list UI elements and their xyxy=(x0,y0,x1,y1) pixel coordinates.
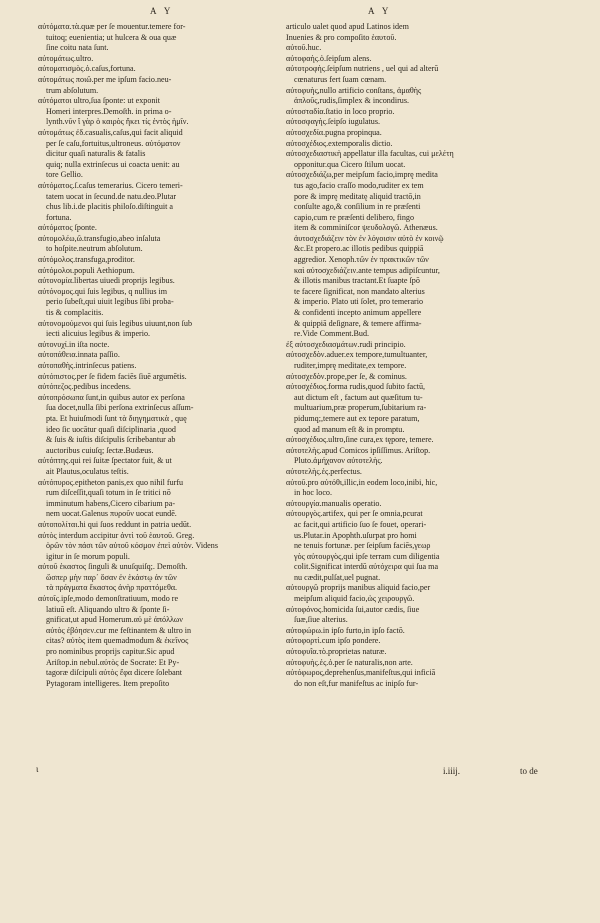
text-line: Ariſtop.in nebul.αὐτὸς de Socrate: Et Py- xyxy=(46,657,180,667)
text-line: opponitur.qua Cicero ſtilum uocat. xyxy=(294,159,406,169)
text-line: * per ſe caſu,fortuitus,ultroneus. αὐτόματον xyxy=(38,139,278,150)
text-line: colit.Significat interdū αὐτόχειρα qui ſua ma xyxy=(294,562,439,572)
text-line: τὰ πράγματα ἔκαστος ἀνὴρ πραττόμεθα. xyxy=(46,583,178,593)
text-line: αὐτοφορτὶ.cum ipſo pondere. xyxy=(286,636,381,646)
text-line: αὐτομολέω,ῶ.transfugio,abeo inſaluta xyxy=(38,233,161,243)
text-line: αὐτοτελὴς.apud Comicos ipſiſſimus. Ariſtop. xyxy=(286,445,431,455)
text-line: αὐτόματος ſponte. xyxy=(38,223,97,233)
text-line: καὶ αὐτοσχεδιάζειν.ante tempus adipiſcuntur, xyxy=(294,265,440,275)
text-line: ruditer,imprę meditate,ex tempore. xyxy=(294,361,407,370)
text-line: αὐτοματισμὸς.ὁ.caſus,fortuna. xyxy=(38,64,136,74)
catchword: to de xyxy=(520,766,538,776)
text-line: αὐτονομία.libertas uiuedi proprijs legibus. xyxy=(38,276,175,286)
text-line: igitur in ſe morum populi. xyxy=(46,551,130,561)
text-line: * αὐτοφυὴς,nullo artificio conſtans, ἀμαθὴς xyxy=(286,86,554,97)
text-line: ne tenuis fortunæ. per ſeipſum faciēs,γεωρ xyxy=(294,541,431,551)
text-line: quiq; nulla extrinſecus ui coacta uenit: au xyxy=(46,159,180,169)
text-line: αὐτοτελὴς.ἐς.perfectus. xyxy=(286,466,362,476)
text-line: αὐτοφόνος.homicida ſui,autor cædis, ſiue xyxy=(286,604,420,614)
text-line: multuarium,præ properum,ſubitarium ra- xyxy=(294,403,427,413)
text-line: * αὐτοπρόσωπα ſunt,in quibus autor ex perſona xyxy=(38,393,278,404)
text-line: pore & imprę meditatę aliquid tractō,in xyxy=(294,191,421,201)
text-line: αὐτομάτως.ultro. xyxy=(38,53,94,63)
text-line: αὐτόπεζος.pedibus incedens. xyxy=(38,382,131,392)
text-line: αὐτοσχέδιος.ultro,ſine cura,ex tępore, temere. xyxy=(286,435,434,445)
text-line: lynth.νῦν ἵ γὰρ ὁ καιρὸς ἥκει τίς ἐντὸς ἡμῖν. xyxy=(46,117,189,127)
text-line: dicitur quaſi naturalis & fatalis xyxy=(46,149,146,159)
text-line: ſuæ,ſiue alterius. xyxy=(294,615,348,625)
text-line: nem uocat.Galenus πυροῦν uocat eundē. xyxy=(46,509,177,519)
text-line: aut dictum eſt , factum aut quæſitum tu- xyxy=(294,392,423,402)
text-line: capio,cum re præſenti delibero, fingo xyxy=(294,212,415,222)
margin-mark: ι xyxy=(36,764,39,774)
text-line: te facere ſignificat, non mandato alterius xyxy=(294,286,425,296)
right-column xyxy=(286,22,554,689)
text-line: do non eſt,fur manifeſtus ac inipſo fur- xyxy=(294,678,419,688)
text-line: αὐτόμολοι.populi Aethiopum. xyxy=(38,265,135,275)
text-line: & confidenti incepto animum appellere xyxy=(294,308,422,318)
text-line: αὐτοῦ.huc. xyxy=(286,43,322,53)
text-line: * αὐτοσχεδὸν.aduer.ex tempore,tumultuanter, xyxy=(286,350,554,361)
text-line: & ſuis & iuſtis diſcipulis ſcribebantur ab xyxy=(46,435,176,445)
left-column xyxy=(38,22,278,689)
text-line: in hoc loco. xyxy=(294,488,332,498)
text-line: cœnaturus fert ſuam cœnam. xyxy=(294,74,387,84)
text-line: * αὐτοσχέδιος.extemporalis dictio. xyxy=(286,139,554,150)
text-line: * αὐτοῦ ἑκαστος ſinguli & unuſquiſq;. Demoſth. xyxy=(38,562,278,573)
text-line: & illotis manibus tractant.Et ſuapte ſpō xyxy=(294,276,420,286)
text-line: pta. Et huiuſmodi ſunt τὰ διηγηματικὰ , quę xyxy=(46,413,187,423)
text-line: * imminutum habens,Cicero cibarium pa- xyxy=(38,499,278,510)
text-line: Homeri interpres.Demoſth. in prima o- xyxy=(46,106,172,116)
text-line: * αὐτουργὸς.artifex, qui per ſe omnia,pcurat xyxy=(286,509,554,520)
text-line: αὐτοῖς.ipſe,modo demonſtratiuum, modo re xyxy=(38,594,179,604)
text-line: αὐτοσχεδία.pugna propinqua. xyxy=(286,127,382,137)
text-line: meipſum aliquid facio,ὡς χειρουργῶ. xyxy=(294,594,415,604)
text-line: tore Gellio. xyxy=(46,170,83,180)
text-line: perio ſubeſt,qui uiuit legibus ſibi proba- xyxy=(46,297,174,307)
text-line: iecti alicuius legibus & imperio. xyxy=(46,329,151,339)
text-line: tuitoq; euenientia; ut hulcera & oua quæ xyxy=(46,32,177,42)
text-line: * ἐξ αὐτοσχεδιασμάτων.rudi principio. xyxy=(286,340,554,351)
running-head-right: A Y xyxy=(368,6,392,16)
text-line: auctoribus cuiuſq; ſectæ.Budæus. xyxy=(46,445,154,455)
text-line: αὐτόπτης.qui rei ſuitæ ſpectator fuit, & ut xyxy=(38,456,172,466)
text-line: trum abſolutum. xyxy=(46,85,99,95)
text-line: * αὐτόνομος.qui ſuis legibus, q nullius im xyxy=(38,287,278,298)
text-line: ſua docet,nulla ſibi perſona extrinſecus aſſum- xyxy=(46,403,194,413)
text-line: nu cædit,pulſat,uel pugnat. xyxy=(294,572,381,582)
text-line: pidumq;,temere aut ex tepore paratum, xyxy=(294,413,420,423)
text-line: us.Plutar.in Apophth.uſurpat pro homi xyxy=(294,530,417,540)
text-line: αὐτὸς ἐβόησεν.cur me feſtinantem & ultro in xyxy=(46,625,192,635)
text-line: αὐτονυχί.in iſta nocte. xyxy=(38,339,110,349)
text-line: αὐτόπιστος.per ſe fidem faciēs ſiuē argumētis. xyxy=(38,371,187,381)
running-head-left: A Y xyxy=(150,6,174,16)
text-line: re.Vide Comment.Bud. xyxy=(294,329,370,339)
text-line: articulo ualet quod apud Latinos idem xyxy=(286,22,409,31)
text-line: Inuenies & pro compoſito ἑαυτοῦ. xyxy=(286,32,397,42)
text-line: tus ago,facio craſſo modo,ruditer ex tem xyxy=(294,180,424,190)
text-line: chus lib.i.de placitis philoſo.diſtinguit a xyxy=(46,202,174,212)
text-line: quod ad manum eſt & in promptu. xyxy=(294,424,405,434)
text-line: αὐτομάτως ἐδ.casualis,caſus,qui facit aliquid xyxy=(38,127,183,137)
text-line: * αὐτοσχεδιάζω,per meipſum facio,imprę medita xyxy=(286,170,554,181)
text-line: ideo ſic uocātur quaſi diſciplinaria ,quod xyxy=(46,424,176,434)
text-line: αὐτοπαθὴς.intrinſecus patiens. xyxy=(38,361,137,370)
text-line: * αὐτόφωρος,deprehenſus,manifeſtus,qui inficiā xyxy=(286,668,554,679)
text-line: αὐτόματα.τὰ.quæ per ſe mouentur.temere for- xyxy=(38,22,186,31)
text-line: ὥσπερ μὴν παρ᾽ ὅσαν ἐν ἑκάστῳ ἀν τῶν xyxy=(46,572,177,582)
text-line: ἀπλοῦς,rudis,ſimplex & incondirus. xyxy=(294,96,410,106)
text-line: αὐτοτροφὴς.ſeipſum nutriens , uel qui ad alterū xyxy=(286,64,439,74)
text-line: tagoræ diſcipuli αὐτὸς ἔφα dicere ſolebant xyxy=(46,668,183,678)
text-line: ὁρῶν τὸν πάσι τῶν αὐτοῦ κόσμον ἐπεὶ αὐτὸν. Videns xyxy=(46,541,218,551)
text-line: aggredior. Xenoph.τῶν ἐν πρακτικῶν τῶν xyxy=(294,255,429,265)
text-line: citas? αὐτὸς item quemadmodum & ἐκεῖνος xyxy=(46,636,189,646)
text-line: & quippiā deſignare, & temere affirma- xyxy=(294,318,422,328)
text-line: conſulte ago,& conſilium in re præſenti xyxy=(294,202,421,212)
text-line: * αὐτὸς interdum accipitur ἀντὶ τοῦ ἑαυτοῦ. Greg. xyxy=(38,531,278,542)
text-line: ſine coitu nata ſunt. xyxy=(46,43,109,53)
text-line: γὸς αὐτουργὸς,qui ipſe terram cum diligentia xyxy=(294,551,440,561)
text-line: item & comminiſcor ψευδολογῶ. Athenæus. xyxy=(294,223,438,233)
text-line: &c.Et propero.ac illotis pedibus quippiā xyxy=(294,244,424,254)
text-line: Pluto.ἀμήχανον αὐτοτελὴς. xyxy=(294,456,383,466)
text-line: ac facit,qui artificio ſuo ſe fouet, operari- xyxy=(294,519,427,529)
text-line: ait Plautus,oculatus teſtis. xyxy=(46,466,129,476)
text-line: αὐτοπάθεια.innata paſſio. xyxy=(38,350,120,360)
text-line: * αὐτόματοι ultro,ſua ſponte: ut exponit xyxy=(38,96,278,107)
text-line: to hoſpite.neutrum abſolutum. xyxy=(46,244,143,254)
text-line: * αὐτοσχέδιος.forma rudis,quod ſubito factū, xyxy=(286,382,554,393)
text-line: αὐτοφαὴς.ὁ.ſeipſum alens. xyxy=(286,53,372,63)
text-line: pro nominibus proprijs capitur.Sic apud xyxy=(46,647,175,657)
text-line: * αὐτονομούμενοι qui ſuis legibus uiuunt,non ſub xyxy=(38,319,278,330)
text-line: αὐτομάτως ποιῶ.per me ipſum facio.neu- xyxy=(38,74,172,84)
text-line: αὐτουργῶ proprijs manibus aliquid facio,per xyxy=(286,583,431,593)
text-line: αὐτοφυΐα.τὸ.proprietas naturæ. xyxy=(286,647,387,657)
text-line: fortuna. xyxy=(46,212,72,222)
text-line: αὐτόμολος.transfuga,proditor. xyxy=(38,255,135,265)
text-line: αὐτουργία.manualis operatio. xyxy=(286,498,382,508)
text-line: rum diſceſſit,quaſi totum in ſe tritici nō xyxy=(46,488,171,498)
text-line: αὐτοφώρω.in ipſo furto,in ipſo factō. xyxy=(286,625,405,635)
text-line: Pytagoram intelligeres. Item prepoſito xyxy=(46,678,170,688)
text-line: αὐτοσχεδὸν.prope,per ſe, & cominus. xyxy=(286,371,407,381)
text-line: tis & complacitis. xyxy=(46,308,104,318)
text-line: & imperio. Plato uti ſolet, pro temerario xyxy=(294,297,424,307)
text-line: αὐτόπυρος.epitheton panis,ex quo nihil furfu xyxy=(38,477,184,487)
text-line: αὐτοσταδία.ſtatio in loco proprio. xyxy=(286,106,395,116)
text-line: tatem uocat in ſecund.de natu.deo.Plutar xyxy=(46,191,177,201)
text-line: ἀυτοσχεδιάζειν τὸν ἐν λόγοισιν αὐτὸ ἐν κοινῷ xyxy=(294,233,444,243)
text-line: αὐτοφυὴς.ἐς.ὁ.per ſe naturalis,non arte. xyxy=(286,657,413,667)
signature-mark: i.iiij. xyxy=(443,766,461,776)
text-line: αὐτοσφαγὴς.ſeipſo iugulatus. xyxy=(286,117,381,127)
text-line: latiuū eſt. Aliquando ultro & ſponte ſi- xyxy=(46,604,170,614)
text-line: * αὐτοπολίται.hi qui ſuos reddunt in patria uedūt. xyxy=(38,520,278,531)
text-line: * αὐτοσχεδιαστικὴ appellatur illa facultas, cui μελέτη xyxy=(286,149,554,160)
text-line: αὐτοῦ.pro αὐτόθι,illic,in eodem loco,inibi, hic, xyxy=(286,477,438,487)
text-line: * αὐτόματος.ſ.caſus temerarius. Cicero temeri- xyxy=(38,181,278,192)
text-line: gnificat,ut apud Homerum.αὐ μὲ ἀπόλλων xyxy=(46,615,183,625)
